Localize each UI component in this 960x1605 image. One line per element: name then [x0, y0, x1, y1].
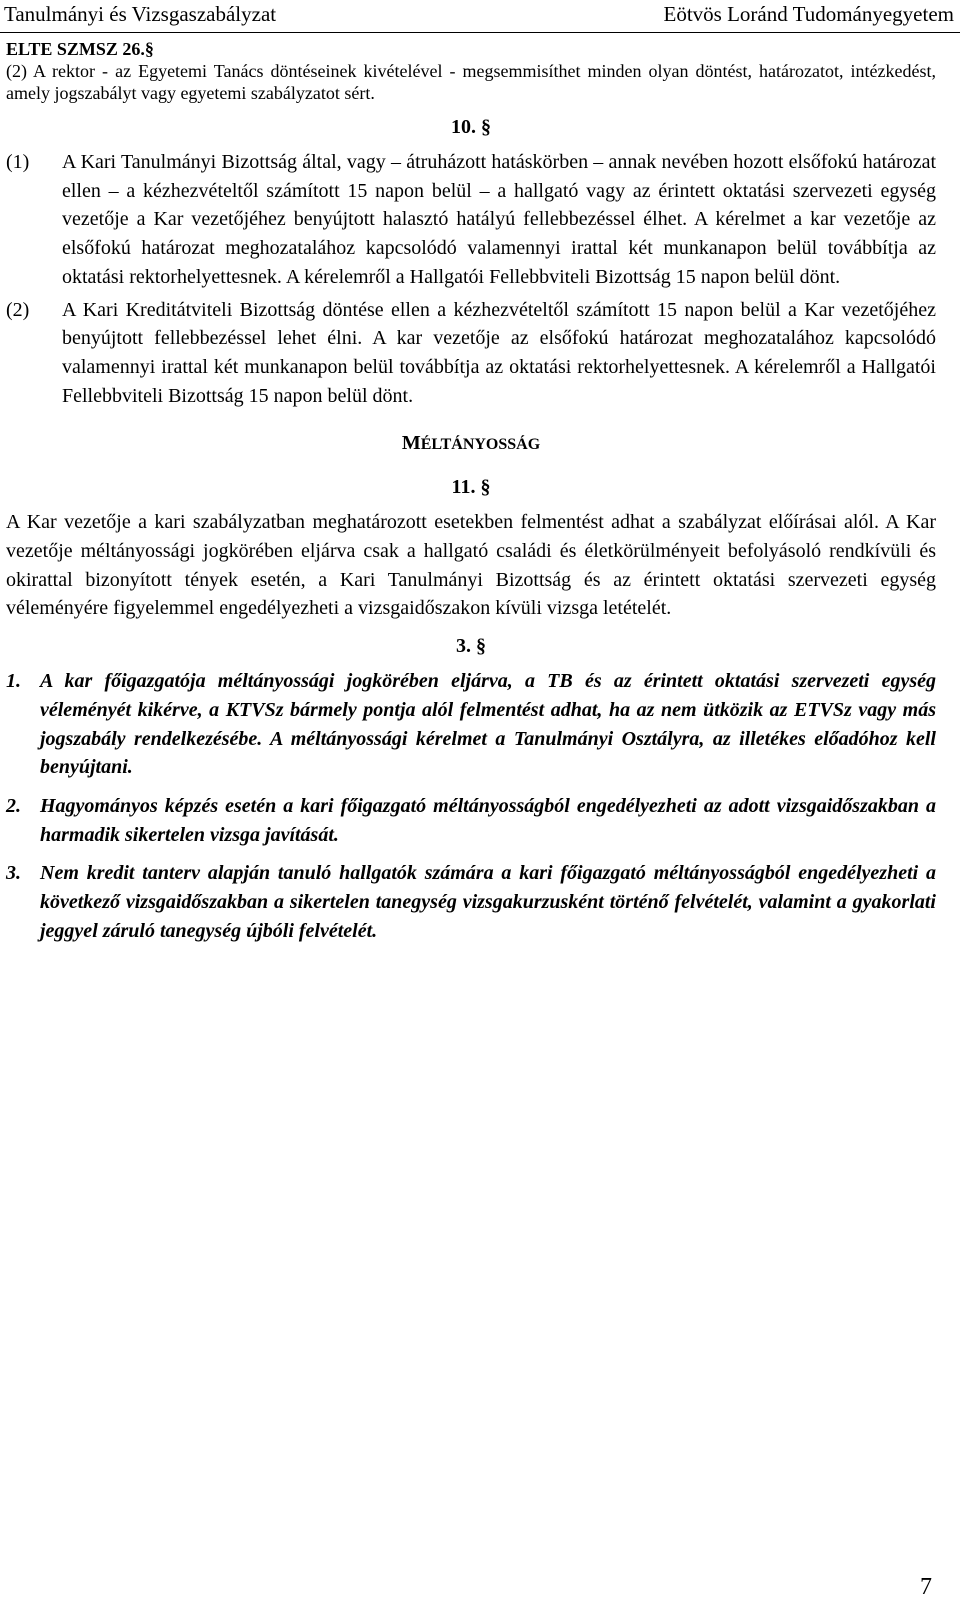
- list-item: [6, 859, 936, 945]
- page-number: 7: [920, 1574, 932, 1600]
- paragraph-number: (1): [6, 151, 30, 173]
- paragraph-number: (2): [6, 298, 30, 321]
- page-header: [0, 0, 960, 33]
- reference-title: ELTE SZMSZ 26.§: [6, 39, 154, 59]
- heading-initial: M: [401, 432, 421, 455]
- list-item: [6, 792, 936, 849]
- section-11: [6, 472, 936, 623]
- section-text: A Kar vezetője a kari szabályzatban meghatározott esetekben felmentést adhat a szabályzat előírásai alól. A Kar vezetője méltányossági jogkörében eljárva csak a hallgató családi és életkörülményeit befolyásoló rendkívüli és okirattal bizonyított tények esetén, a Kari Tanulmányi Bizottság és az érintett oktatási szervezeti egység véleményére figyelemmel engedélyezheti a vizsgaidőszakon kívüli vizsga letételét.: [6, 511, 936, 620]
- section-number: 10. §: [451, 116, 491, 138]
- paragraph: [6, 296, 936, 411]
- page-body: [6, 38, 936, 955]
- heading-small-caps: ÉLTÁNYOSSÁG: [420, 436, 541, 454]
- list-item: [6, 667, 936, 782]
- list-item-number: 1.: [6, 670, 21, 693]
- list-item-number: 3.: [6, 862, 21, 885]
- list-item-text: A kar főigazgatója méltányossági jogkörében eljárva, a TB és az érintett oktatási szervezeti egység véleményét kikérve, a KTVSz bármely pontja alól felmentést adhat, ha az nem ütközik az ETVSz vagy más jogszabály rendelkezésébe. A méltányossági kérelmet a Tanulmányi Osztályra, az illetékes előadóhoz kell benyújtani.: [40, 670, 936, 779]
- paragraph: [6, 148, 936, 292]
- paragraph-text: A Kari Tanulmányi Bizottság által, vagy – átruházott hatáskörben – annak nevében hozott elsőfokú határozat ellen – a kézhezvételtől számított 15 napon belül – a hallgató vagy az érintett oktatási szervezeti egység vezetője a Kar vezetőjéhez benyújtott halasztó hatályú fellebbezéssel élhet. A kérelmet a kar vezetője az elsőfokú határozat meghozatalához kapcsolódó valamennyi irattal két munkanapon belül továbbítja az oktatási rektorhelyettesnek. A kérelemről a Hallgatói Fellebbviteli Bizottság 15 napon belül dönt.: [62, 151, 936, 288]
- section-heading-equity: [6, 428, 936, 460]
- section-10: [6, 112, 936, 410]
- header-institution-name: Eötvös Loránd Tudományegyetem: [663, 2, 954, 26]
- section-number: 3. §: [456, 635, 486, 658]
- list-item-text: Nem kredit tanterv alapján tanuló hallgatók számára a kari főigazgató méltányosságból engedélyezheti a következő vizsgaidőszakban a sikertelen tanegység vizsgakurzusként történő felvételét, valamint a gyakorlati jeggyel záruló tanegység újbóli felvételét.: [40, 862, 936, 942]
- paragraph-text: A Kari Kreditátviteli Bizottság döntése ellen a kézhezvételtől számított 15 napon belül a Kar vezetőjéhez benyújtott fellebbezéssel lehet élni. A kar vezetője az elsőfokú határozat meghozatalához kapcsolódó valamennyi irattal két munkanapon belül továbbítja az oktatási rektorhelyettesnek. A kérelemről a Hallgatói Fellebbviteli Bizottság 15 napon belül dönt.: [62, 298, 936, 407]
- section-number: 11. §: [451, 476, 491, 499]
- list-item-text: Hagyományos képzés esetén a kari főigazgató méltányosságból engedélyezheti az adott vizsgaidőszakban a harmadik sikertelen vizsga javítását.: [40, 794, 936, 846]
- list-item-number: 2.: [6, 794, 21, 817]
- header-document-title: Tanulmányi és Vizsgaszabályzat: [4, 2, 277, 26]
- section-3: [6, 631, 936, 945]
- reference-block: [6, 38, 936, 104]
- reference-text: (2) A rektor - az Egyetemi Tanács döntéseinek kivételével - megsemmisíthet minden olyan döntést, határozatot, intézkedést, amely jogszabályt vagy egyetemi szabályzatot sért.: [6, 61, 936, 103]
